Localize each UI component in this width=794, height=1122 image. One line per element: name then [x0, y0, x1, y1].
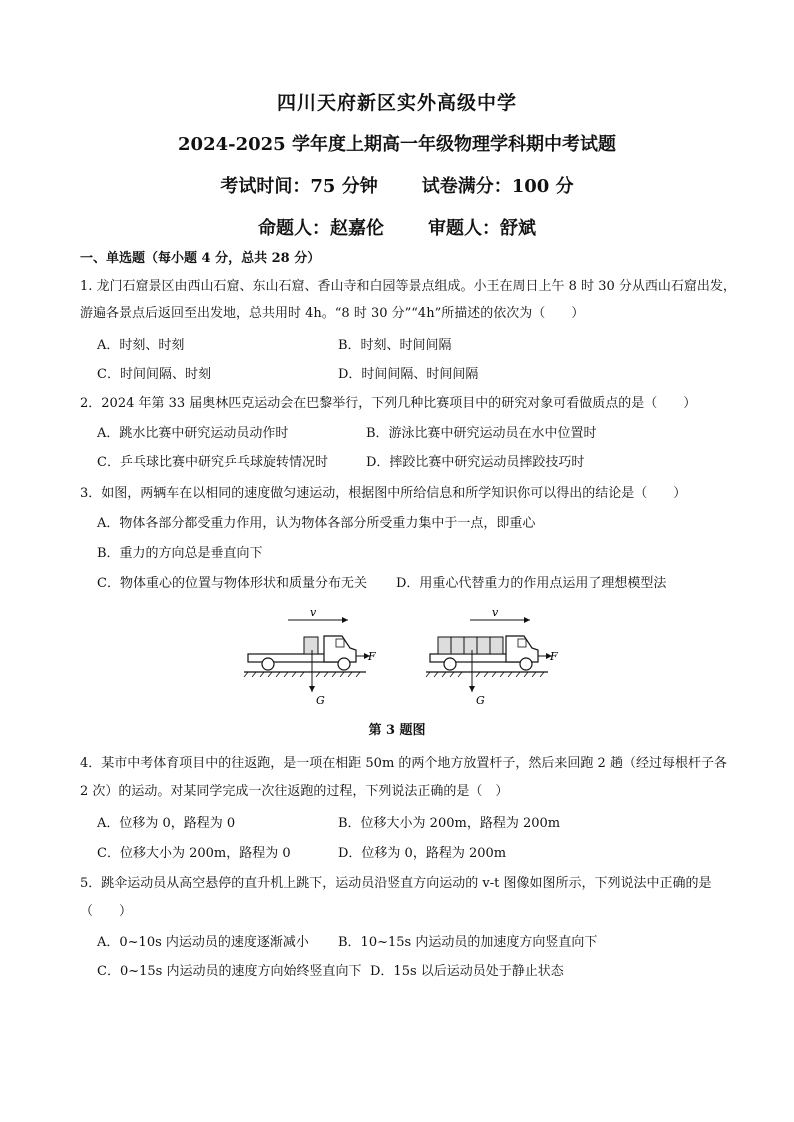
q3-figure-caption: 第 3 题图: [368, 723, 426, 738]
q3-option-a: A．物体各部分都受重力作用，认为物体各部分所受重力集中于一点，即重心: [97, 516, 536, 531]
exam-score: 试卷满分：100 分: [421, 176, 574, 197]
velocity-label-left: v: [310, 606, 317, 619]
cargo-box-right-1: [438, 637, 451, 654]
q5-option-d: D．15s 以后运动员处于静止状态: [370, 964, 564, 979]
q2-option-d: D．摔跤比赛中研究运动员摔跤技巧时: [366, 455, 585, 470]
exam-time: 考试时间：75 分钟: [220, 176, 378, 197]
truck-cab-left: [324, 636, 356, 662]
exam-reviewer: 审题人：舒斌: [428, 218, 536, 239]
cargo-box-right-2: [451, 637, 464, 654]
q4-option-c: C．位移大小为 200m，路程为 0: [97, 846, 291, 861]
q3-option-b: B．重力的方向总是垂直向下: [97, 546, 263, 561]
q3-option-c: C．物体重心的位置与物体形状和质量分布无关: [97, 576, 367, 591]
cargo-box-left: [304, 637, 318, 654]
q2-option-a: A．跳水比赛中研究运动员动作时: [97, 426, 289, 441]
wheel-front-right: [520, 658, 532, 670]
exam-meta-authors: [0, 214, 794, 240]
exam-meta-time-score: [0, 172, 794, 198]
q3-truck-figure: [238, 600, 558, 710]
exam-author: 命题人：赵嘉伦: [258, 218, 384, 239]
gravity-label-left: G: [316, 694, 325, 707]
q4-option-d: D．位移为 0，路程为 200m: [338, 846, 507, 861]
truck-left: [244, 606, 376, 707]
ground-hatch-right: [426, 672, 544, 677]
q5-stem-line2: （ ）: [80, 904, 133, 919]
exam-title: 2024-2025 学年度上期高一年级物理学科期中考试题: [178, 134, 616, 155]
q4-stem-line2: 2 次）的运动。对某同学完成一次往返跑的过程，下列说法正确的是（ ）: [80, 784, 509, 799]
q3-stem-line1: 3．如图，两辆车在以相同的速度做匀速运动，根据图中所给信息和所学知识你可以得出的结论是（ ）: [80, 486, 687, 501]
wheel-rear-left: [262, 658, 274, 670]
q3-option-d: D．用重心代替重力的作用点运用了理想模型法: [396, 576, 667, 591]
q4-stem-line1: 4．某市中考体育项目中的往返跑，是一项在相距 50m 的两个地方放置杆子，然后来回跑 2 趟（经过每根杆子各: [80, 756, 727, 771]
q2-option-c: C．乒乓球比赛中研究乒乓球旋转情况时: [97, 455, 328, 470]
q2-option-b: B．游泳比赛中研究运动员在水中位置时: [366, 426, 597, 441]
q1-stem-line1: 1. 龙门石窟景区由西山石窟、东山石窟、香山寺和白园等景点组成。小王在周日上午 8 时 30 分从西山石窟出发，: [80, 279, 736, 294]
ground-hatch-left: [244, 672, 360, 677]
q1-option-d: D．时间间隔、时间间隔: [338, 367, 479, 382]
q1-option-c: C．时间间隔、时刻: [97, 367, 211, 382]
wheel-rear-right: [444, 658, 456, 670]
truck-cab-right: [506, 636, 538, 662]
q5-option-c: C．0~15s 内运动员的速度方向始终竖直向下: [97, 964, 362, 979]
force-label-left: F: [368, 650, 376, 663]
truck-right: [426, 606, 558, 707]
q2-stem-line1: 2．2024 年第 33 届奥林匹克运动会在巴黎举行，下列几种比赛项目中的研究对象可看做质点的是（ ）: [80, 396, 697, 411]
q4-option-b: B．位移大小为 200m，路程为 200m: [338, 816, 561, 831]
school-name: 四川天府新区实外高级中学: [276, 92, 517, 114]
q1-option-b: B．时刻、时间间隔: [338, 338, 452, 353]
cargo-box-right-3: [464, 637, 477, 654]
wheel-front-left: [338, 658, 350, 670]
q5-option-b: B．10~15s 内运动员的加速度方向竖直向下: [338, 935, 598, 950]
velocity-label-right: v: [492, 606, 499, 619]
q4-option-a: A．位移为 0，路程为 0: [97, 816, 236, 831]
gravity-label-right: G: [476, 694, 485, 707]
q1-stem-line2: 游遍各景点后返回至出发地，总共用时 4h。“8 时 30 分”“4h”所描述的依次为（ ）: [80, 306, 585, 321]
cargo-box-right-5: [490, 637, 503, 654]
cargo-box-right-4: [477, 637, 490, 654]
q5-option-a: A．0~10s 内运动员的速度逐渐减小: [97, 935, 309, 950]
q5-stem-line1: 5．跳伞运动员从高空悬停的直升机上跳下，运动员沿竖直方向运动的 v-t 图像如图所示，下列说法中正确的是: [80, 876, 712, 891]
force-label-right: F: [550, 650, 558, 663]
q1-option-a: A．时刻、时刻: [97, 338, 185, 353]
section-title: 一、单选题（每小题 4 分，总共 28 分）: [80, 251, 321, 266]
